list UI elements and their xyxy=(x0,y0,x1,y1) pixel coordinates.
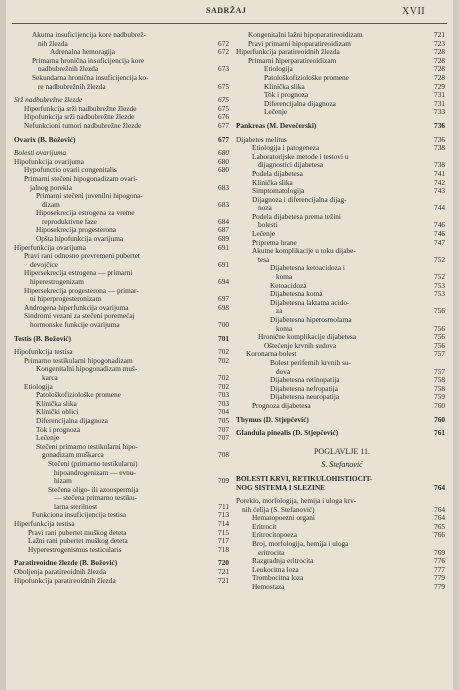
toc-entry-page-number: 746 xyxy=(434,220,445,230)
toc-entry-page-number: 758 xyxy=(434,383,445,393)
toc-entry-title: tesa xyxy=(258,254,270,264)
toc-entry xyxy=(236,402,448,411)
toc-entry-title: Dijabetesna hiperosmolarna xyxy=(270,315,352,324)
toc-entry-title: Podela dijabetesa xyxy=(252,168,303,178)
toc-entry-page-number: 759 xyxy=(434,392,445,402)
toc-entry-title: Primarni hiperparatireoidizam xyxy=(248,55,337,65)
toc-entry-title: Diferencijalna dijagnoza xyxy=(264,98,336,108)
toc-entry-page-number: 736 xyxy=(434,120,445,130)
toc-entry-page-number: 705 xyxy=(218,415,229,425)
toc-entry-page-number: 747 xyxy=(434,237,445,247)
toc-entry-page-number: 691 xyxy=(218,259,229,269)
toc-entry-title: eritrocita xyxy=(258,547,285,557)
toc-entry-title: Opšta hipofunkcija ovarijuma xyxy=(36,234,124,244)
toc-entry-page-number: 709 xyxy=(218,476,229,486)
toc-entry-page-number: 694 xyxy=(218,277,229,287)
toc-entry-title: S. Stefanović xyxy=(321,460,363,470)
toc-entry-title: Klinička slika xyxy=(36,398,77,408)
toc-entry-title: Diferencijalna dijagnoza xyxy=(36,415,108,425)
toc-entry-title: Simptomatologija xyxy=(252,186,305,196)
toc-entry-title: nih žlezda xyxy=(38,38,68,48)
toc-entry-title: Glandula pinealis (D. Stjepčević) xyxy=(236,428,339,438)
toc-entry-page-number: 738 xyxy=(434,143,445,153)
toc-entry-page-number: 779 xyxy=(434,573,445,583)
toc-entry-page-number: 756 xyxy=(434,340,445,350)
toc-entry-title: Dijabetesna ketoacidoza i xyxy=(270,263,345,273)
toc-entry-page-number: 713 xyxy=(218,510,229,520)
toc-entry-title: Leukocitna loza xyxy=(252,564,299,574)
toc-entry-page-number: 743 xyxy=(434,186,445,196)
toc-entry xyxy=(236,122,448,131)
toc-entry-title: hizam xyxy=(54,476,72,486)
toc-entry-page-number: 733 xyxy=(434,107,445,117)
toc-entry-title: Sindromi vezani za stečeni poremećaj xyxy=(24,311,135,321)
toc-entry-title: Pravi primarni hipoparatireoidizam xyxy=(248,38,351,48)
toc-entry-page-number: 717 xyxy=(218,536,229,546)
toc-entry-title: Hiperfunkcija ovarijuma xyxy=(14,242,86,252)
toc-entry-page-number: 756 xyxy=(434,332,445,342)
toc-entry-title: Srž nadbubrežne žlezde xyxy=(14,95,83,105)
toc-entry-title: koma xyxy=(276,272,293,282)
toc-entry-title: Klinička slika xyxy=(264,81,305,91)
toc-entry-title: Klinički oblici xyxy=(36,407,79,417)
toc-entry-title: devojčice xyxy=(30,259,58,269)
toc-entry-page-number: 769 xyxy=(434,547,445,557)
toc-entry-page-number: 701 xyxy=(218,333,229,343)
toc-entry-title: koma xyxy=(276,323,293,333)
toc-entry-title: Dijabetesna koma xyxy=(270,289,323,299)
toc-entry-page-number: 731 xyxy=(434,98,445,108)
toc-entry-page-number: 779 xyxy=(434,582,445,592)
toc-entry-title: Tok i prognoza xyxy=(264,90,309,100)
toc-entry-title: POGLAVLJE 11. xyxy=(313,446,370,456)
toc-entry-page-number: 729 xyxy=(434,81,445,91)
toc-entry-title: Oboljenja paratireoidnih žlezda xyxy=(14,567,106,577)
toc-entry-title: Trombocitna loza xyxy=(252,573,304,583)
toc-entry-title: Kongenitalni hipogonadizam muš- xyxy=(36,364,138,374)
toc-entry-page-number: 683 xyxy=(218,182,229,192)
toc-entry-title: Paratireoidne žlezde (B. Božović) xyxy=(14,558,118,568)
toc-entry-title: Pankreas (M. Devečerski) xyxy=(236,120,317,130)
toc-entry-title: gonadizam muškarca xyxy=(42,450,104,460)
toc-entry-page-number: 707 xyxy=(218,424,229,434)
toc-entry-title: Hronične komplikacije dijabetesa xyxy=(258,332,357,342)
toc-entry xyxy=(14,122,232,131)
toc-entry-page-number: 728 xyxy=(434,64,445,74)
toc-entry-page-number: 687 xyxy=(218,225,229,235)
toc-entry-title: Akutna insuficijencija kore nadbubrež- xyxy=(32,30,147,39)
toc-entry-page-number: 691 xyxy=(218,242,229,252)
toc-entry-page-number: 702 xyxy=(218,355,229,365)
toc-entry-page-number: 760 xyxy=(434,414,445,424)
toc-entry-page-number: 777 xyxy=(434,564,445,574)
toc-entry-page-number: 683 xyxy=(218,199,229,209)
toc-entry xyxy=(236,416,448,425)
toc-entry-page-number: 680 xyxy=(218,148,229,158)
toc-entry-page-number: 675 xyxy=(218,95,229,105)
toc-entry-title: Poreklo, morfologija, hemija i uloga krv- xyxy=(236,496,357,506)
toc-entry-title: Lažni rani pubertet muškog deteta xyxy=(28,536,128,546)
toc-entry-page-number: 672 xyxy=(218,38,229,48)
toc-entry-title: BOLESTI KRVI, RETIKULOHISTIOCIT- xyxy=(236,473,373,483)
toc-entry-title: bolesti xyxy=(258,220,278,230)
toc-entry-title: Prognoza dijabetesa xyxy=(252,400,311,410)
toc-entry-page-number: 766 xyxy=(434,530,445,540)
toc-entry-page-number: 675 xyxy=(218,103,229,113)
toc-entry xyxy=(14,469,232,478)
toc-entry-page-number: 721 xyxy=(218,567,229,577)
toc-entry-title: Dijabetesna retinopatija xyxy=(270,375,340,385)
running-header-page-number: XVII xyxy=(402,6,426,17)
toc-entry-page-number: 746 xyxy=(434,229,445,239)
toc-entry-title: Adrenalna hemoragija xyxy=(50,47,116,57)
running-header-title: SADRŽAJ xyxy=(206,6,247,15)
toc-entry-title: re nadbubrežnih žlezda xyxy=(38,81,106,91)
toc-entry-page-number: 702 xyxy=(218,347,229,357)
toc-entry xyxy=(14,546,232,555)
toc-entry-page-number: 757 xyxy=(434,349,445,359)
toc-entry-title: dijagnostici dijabetesa xyxy=(258,160,324,170)
toc-entry-page-number: 708 xyxy=(218,450,229,460)
toc-entry-page-number: 697 xyxy=(218,294,229,304)
toc-entry-page-number: 723 xyxy=(434,38,445,48)
toc-entry-page-number: 707 xyxy=(218,433,229,443)
toc-entry-page-number: 698 xyxy=(218,302,229,312)
toc-entry-title: Priprema hrane xyxy=(252,237,297,247)
toc-entry-title: Koronarna bolest xyxy=(246,349,297,359)
toc-entry-title: Hipofunkcija paratireoidnih žlezda xyxy=(14,575,116,585)
toc-entry-page-number: 756 xyxy=(434,306,445,316)
toc-entry xyxy=(236,282,448,291)
toc-entry-page-number: 700 xyxy=(218,320,229,329)
toc-entry-title: ni hiperprogesteronizam xyxy=(30,294,102,304)
toc-entry-title: Hipersekrecija estrogena — primarni xyxy=(24,268,133,278)
toc-entry-page-number: 736 xyxy=(434,134,445,144)
toc-entry-page-number: 718 xyxy=(218,544,229,554)
toc-entry-title: Primarni stečeni juvenilni hipogona- xyxy=(36,191,143,201)
toc-entry-title: Hematopoezni organi xyxy=(252,513,315,523)
toc-entry-page-number: 676 xyxy=(218,112,229,122)
toc-entry-title: Patološkofiziološke promene xyxy=(264,72,349,82)
toc-entry-page-number: 680 xyxy=(218,156,229,166)
toc-entry-title: Laboratorijske metode i testovi u xyxy=(252,151,349,161)
toc-entry-title: Hipofunkcija srži nadbubrežne žlezde xyxy=(24,112,135,122)
toc-entry xyxy=(236,484,448,493)
toc-entry xyxy=(14,136,232,145)
toc-entry-title: Hipofunkcija ovarijuma xyxy=(14,156,84,166)
toc-entry-page-number: 728 xyxy=(434,47,445,57)
toc-entry-title: Hypofunctio ovarii congenitalis xyxy=(24,165,117,175)
toc-entry-title: Pravi rani pubertet muškog deteta xyxy=(28,527,127,537)
toc-entry-page-number: 715 xyxy=(218,527,229,537)
toc-entry xyxy=(14,335,232,344)
toc-entry-title: Hiperfunkcija testisa xyxy=(14,519,75,529)
toc-entry-title: Hipofunkcija testisa xyxy=(14,347,73,357)
toc-entry-title: Podela dijabetesa prema težini xyxy=(252,211,341,221)
toc-entry xyxy=(236,448,448,457)
toc-entry-title: Dijabetesna nefropatija xyxy=(270,383,338,393)
toc-entry-page-number: 764 xyxy=(434,482,445,492)
toc-entry-title: Stečeni primarno testikularni hipo- xyxy=(36,441,138,451)
toc-entry-title: Klinička slika xyxy=(252,177,293,187)
toc-entry-title: Androgena hiperfunkcija ovarijuma xyxy=(24,302,129,312)
toc-entry-page-number: 714 xyxy=(218,519,229,529)
toc-entry xyxy=(236,376,448,385)
toc-entry-title: nih ćelija (S. Stefanović) xyxy=(242,504,315,514)
toc-entry-title: Etiologija xyxy=(264,64,293,74)
toc-entry-title: Nefunkcioni tumori nadbubrežne žlezde xyxy=(24,120,142,130)
toc-entry-page-number: 728 xyxy=(434,55,445,65)
toc-entry-title: hormonske funkcije ovarijuma xyxy=(30,320,120,329)
toc-entry-page-number: 760 xyxy=(434,400,445,410)
toc-entry-page-number: 728 xyxy=(434,72,445,82)
toc-entry-title: noza xyxy=(258,203,272,213)
toc-entry-title: Kongenitalni lažni hipoparatireoidizam xyxy=(248,30,363,39)
toc-entry-title: Ketoacidoza xyxy=(270,280,307,290)
toc-entry-title: dizam xyxy=(42,199,60,209)
toc-entry-page-number: 677 xyxy=(218,120,229,130)
toc-entry-title: Bolest perifernih krvnih su- xyxy=(270,357,351,367)
toc-entry-title: larna sterilnost xyxy=(54,501,98,511)
toc-entry-title: Sekundarna hronična insuficijencija ko- xyxy=(32,72,149,82)
toc-entry-title: za xyxy=(276,306,283,316)
toc-entry-title: Primarno testikularni hipogonadizam xyxy=(24,355,133,365)
toc-entry-title: Lečenje xyxy=(264,107,288,117)
toc-entry-title: Hiperfunkcija paratireoidnih žlezda xyxy=(236,47,340,57)
toc-entry-page-number: 752 xyxy=(434,254,445,264)
toc-entry-page-number: 703 xyxy=(218,390,229,400)
toc-entry-page-number: 741 xyxy=(434,168,445,178)
toc-entry-title: Patološkofiziološke promene xyxy=(36,390,121,400)
toc-entry-page-number: 689 xyxy=(218,234,229,244)
toc-entry-title: Hiperfunkcija srži nadbubrežne žlezde xyxy=(24,103,137,113)
toc-entry-page-number: 711 xyxy=(218,501,229,511)
toc-entry-page-number: 673 xyxy=(218,64,229,74)
toc-entry-title: Testis (B. Božović) xyxy=(14,333,72,343)
header-rule xyxy=(12,23,447,24)
toc-entry-page-number: 757 xyxy=(434,366,445,376)
toc-entry-page-number: 758 xyxy=(434,375,445,385)
toc-entry xyxy=(236,359,448,368)
toc-entry-title: Hiposekrecija estrogena za vreme xyxy=(36,208,135,218)
toc-column-right xyxy=(236,31,448,592)
toc-entry-page-number: 721 xyxy=(434,30,445,39)
toc-entry xyxy=(236,108,448,117)
toc-column-left xyxy=(14,31,232,585)
toc-entry-page-number: 752 xyxy=(434,272,445,282)
toc-entry-page-number: 756 xyxy=(434,323,445,333)
toc-entry-title: jalnog porekla xyxy=(30,182,72,192)
toc-entry-title: Dijagnoza i diferencijalna dijag- xyxy=(252,194,347,204)
toc-entry-title: Akutne komplikacije u toku dijabe- xyxy=(252,246,356,256)
toc-entry-title: Stečeni (primarno testikularni) xyxy=(48,458,138,468)
toc-entry-page-number: 672 xyxy=(218,47,229,57)
toc-entry-page-number: 704 xyxy=(218,407,229,417)
toc-entry-title: Tok i prognoza xyxy=(36,424,81,434)
toc-entry-page-number: 721 xyxy=(218,575,229,585)
toc-entry-title: Etiologija i patogeneza xyxy=(252,143,320,153)
toc-entry-page-number: 680 xyxy=(218,165,229,175)
toc-entry-page-number: 703 xyxy=(218,398,229,408)
toc-entry xyxy=(236,273,448,282)
toc-entry xyxy=(236,299,448,308)
toc-entry-title: Hipersekrecija progesterona — primar- xyxy=(24,285,139,295)
toc-entry-title: Broj, morfologija, hemija i uloga xyxy=(252,539,349,549)
toc-entry-page-number: 764 xyxy=(434,504,445,514)
toc-entry-page-number: 765 xyxy=(434,521,445,531)
toc-entry-title: — stečena primarno testiku- xyxy=(54,493,137,503)
toc-entry xyxy=(14,83,232,92)
toc-entry xyxy=(236,316,448,325)
toc-entry-page-number: 764 xyxy=(434,513,445,523)
toc-entry-title: Etiologija xyxy=(24,381,53,391)
toc-entry-title: nadbubrežnih žlezda xyxy=(38,64,99,74)
toc-entry xyxy=(236,264,448,273)
toc-entry-title: Dijabetesna laktatna acido- xyxy=(270,297,350,307)
toc-entry-title: hipoandrogenizam — evnu- xyxy=(54,467,136,477)
toc-entry xyxy=(236,461,448,470)
toc-entry-title: Lečenje xyxy=(252,229,276,239)
toc-entry-title: Thymus (D. Stjepčević) xyxy=(236,414,309,424)
toc-entry-title: Bolesti ovarijuma xyxy=(14,148,67,158)
toc-entry-title: Stečena oligo- ili azoospermija xyxy=(48,484,139,494)
toc-entry-page-number: 776 xyxy=(434,556,445,566)
toc-entry-page-number: 677 xyxy=(218,134,229,144)
toc-entry-page-number: 702 xyxy=(218,372,229,382)
toc-entry xyxy=(236,385,448,394)
toc-entry-page-number: 744 xyxy=(434,203,445,213)
toc-entry-page-number: 702 xyxy=(218,381,229,391)
toc-entry-title: karca xyxy=(42,372,58,382)
toc-entry-title: Funkciona insuficijencija testisa xyxy=(32,510,127,520)
toc-entry-title: Razgradnja eritrocita xyxy=(252,556,314,566)
toc-entry-page-number: 738 xyxy=(434,160,445,170)
toc-entry-title: Primarni stečeni hipogonadizam ovari- xyxy=(24,173,138,183)
toc-entry xyxy=(236,583,448,592)
toc-entry-page-number: 675 xyxy=(218,81,229,91)
toc-entry-page-number: 731 xyxy=(434,90,445,100)
book-page xyxy=(6,0,453,690)
toc-entry xyxy=(236,368,448,377)
toc-entry xyxy=(14,321,232,330)
toc-entry-title: reproduktivne faze xyxy=(42,216,97,226)
toc-entry-title: hiperestrogenizam xyxy=(30,277,84,287)
toc-entry-page-number: 753 xyxy=(434,280,445,290)
toc-entry-title: dova xyxy=(276,366,291,376)
toc-entry-title: Lečenje xyxy=(36,433,60,443)
toc-entry xyxy=(236,429,448,438)
toc-entry-title: Primarna hronična insuficijencija kore xyxy=(32,55,145,65)
toc-entry-title: Hyperestrogenismus testicularis xyxy=(28,544,122,554)
toc-entry-page-number: 742 xyxy=(434,177,445,187)
toc-entry-page-number: 753 xyxy=(434,289,445,299)
toc-entry-title: Dijabetes melitus xyxy=(236,134,287,144)
toc-entry-title: Dijabetesna neuropatija xyxy=(270,392,340,402)
toc-entry-page-number: 761 xyxy=(434,428,445,438)
toc-entry-title: NOG SISTEMA I SLEZINE xyxy=(236,482,326,492)
toc-entry-page-number: 684 xyxy=(218,216,229,226)
toc-entry-title: Hiposekrecija progesterona xyxy=(36,225,117,235)
toc-entry-title: Eritrocit xyxy=(252,521,277,531)
toc-entry xyxy=(14,494,232,503)
toc-entry xyxy=(14,577,232,586)
toc-entry-title: Hemostaza xyxy=(252,582,285,592)
toc-entry-title: Oštećenje krvnih sudova xyxy=(264,340,337,350)
toc-entry-title: Ovarix (B. Božović) xyxy=(14,134,76,144)
toc-entry xyxy=(14,40,232,49)
toc-entry-page-number: 720 xyxy=(218,558,229,568)
toc-entry-title: Pravi rani odnosno prevremeni pubertet xyxy=(24,251,140,261)
toc-entry-title: Eritrocitopoeza xyxy=(252,530,297,540)
